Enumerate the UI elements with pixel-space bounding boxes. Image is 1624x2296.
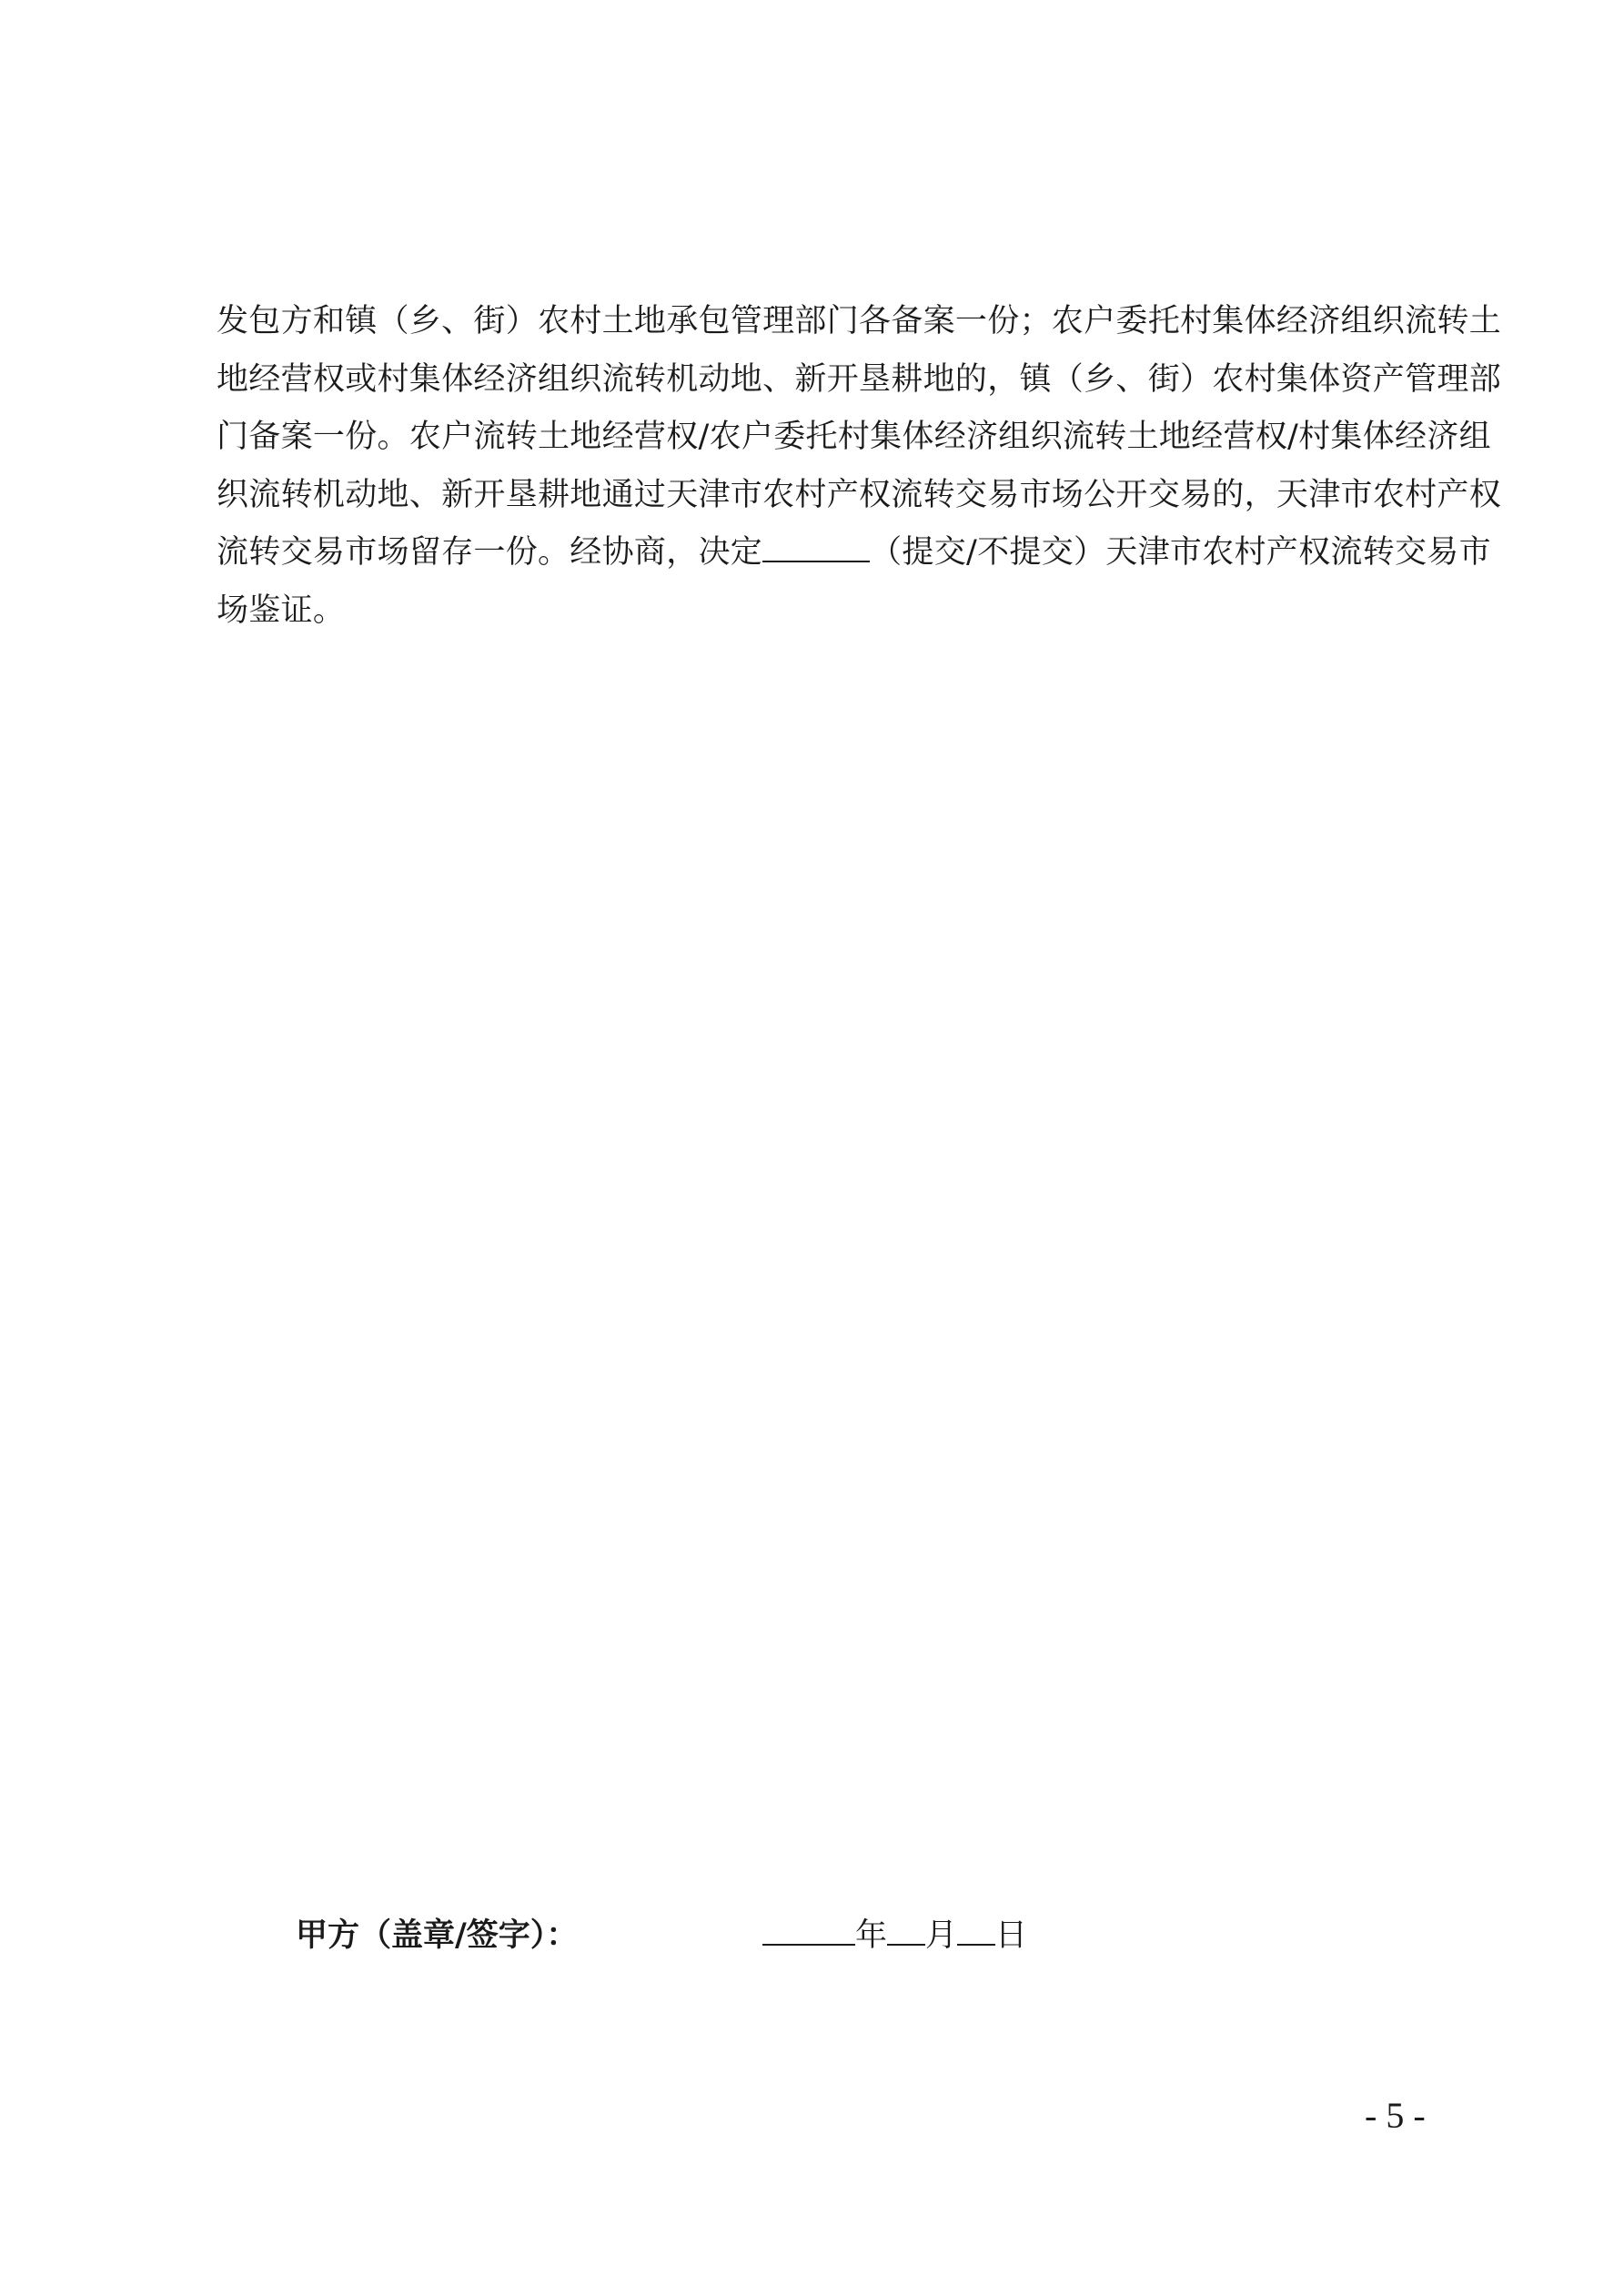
paragraph-line-5 (217, 524, 1491, 582)
decision-blank-field[interactable] (762, 530, 870, 562)
signature-date (762, 1913, 1027, 1958)
year-blank-field[interactable] (762, 1913, 855, 1946)
signature-row (0, 1913, 1624, 1958)
decision-text-after: （提交/不提交）天津市农村产权流转交易市 (870, 534, 1491, 571)
page-number: - 5 - (1365, 2095, 1426, 2136)
paragraph-line-1: 发包方和镇（乡、街）农村土地承包管理部门各备案一份；农户委托村集体经济组织流转土 (217, 303, 1502, 339)
paragraph-line-6: 场鉴证。 (217, 592, 346, 629)
paragraph-line-2: 地经营权或村集体经济组织流转机动地、新开垦耕地的，镇（乡、街）农村集体资产管理部 (217, 360, 1502, 398)
day-label: 日 (995, 1917, 1028, 1954)
year-label: 年 (855, 1917, 888, 1954)
contract-clause-paragraph (217, 293, 1502, 640)
paragraph-line-3: 门备案一份。农户流转土地经营权/农户委托村集体经济组织流转土地经营权/村集体经济组 (217, 419, 1491, 455)
decision-text-before: 流转交易市场留存一份。经协商，决定 (217, 534, 763, 571)
party-a-signature-label: 甲方（盖章/签字）： (296, 1917, 579, 1954)
paragraph-line-4: 织流转机动地、新开垦耕地通过天津市农村产权流转交易市场公开交易的，天津市农村产权 (217, 476, 1502, 513)
day-blank-field[interactable] (957, 1913, 995, 1946)
month-blank-field[interactable] (887, 1913, 925, 1946)
month-label: 月 (925, 1917, 958, 1954)
